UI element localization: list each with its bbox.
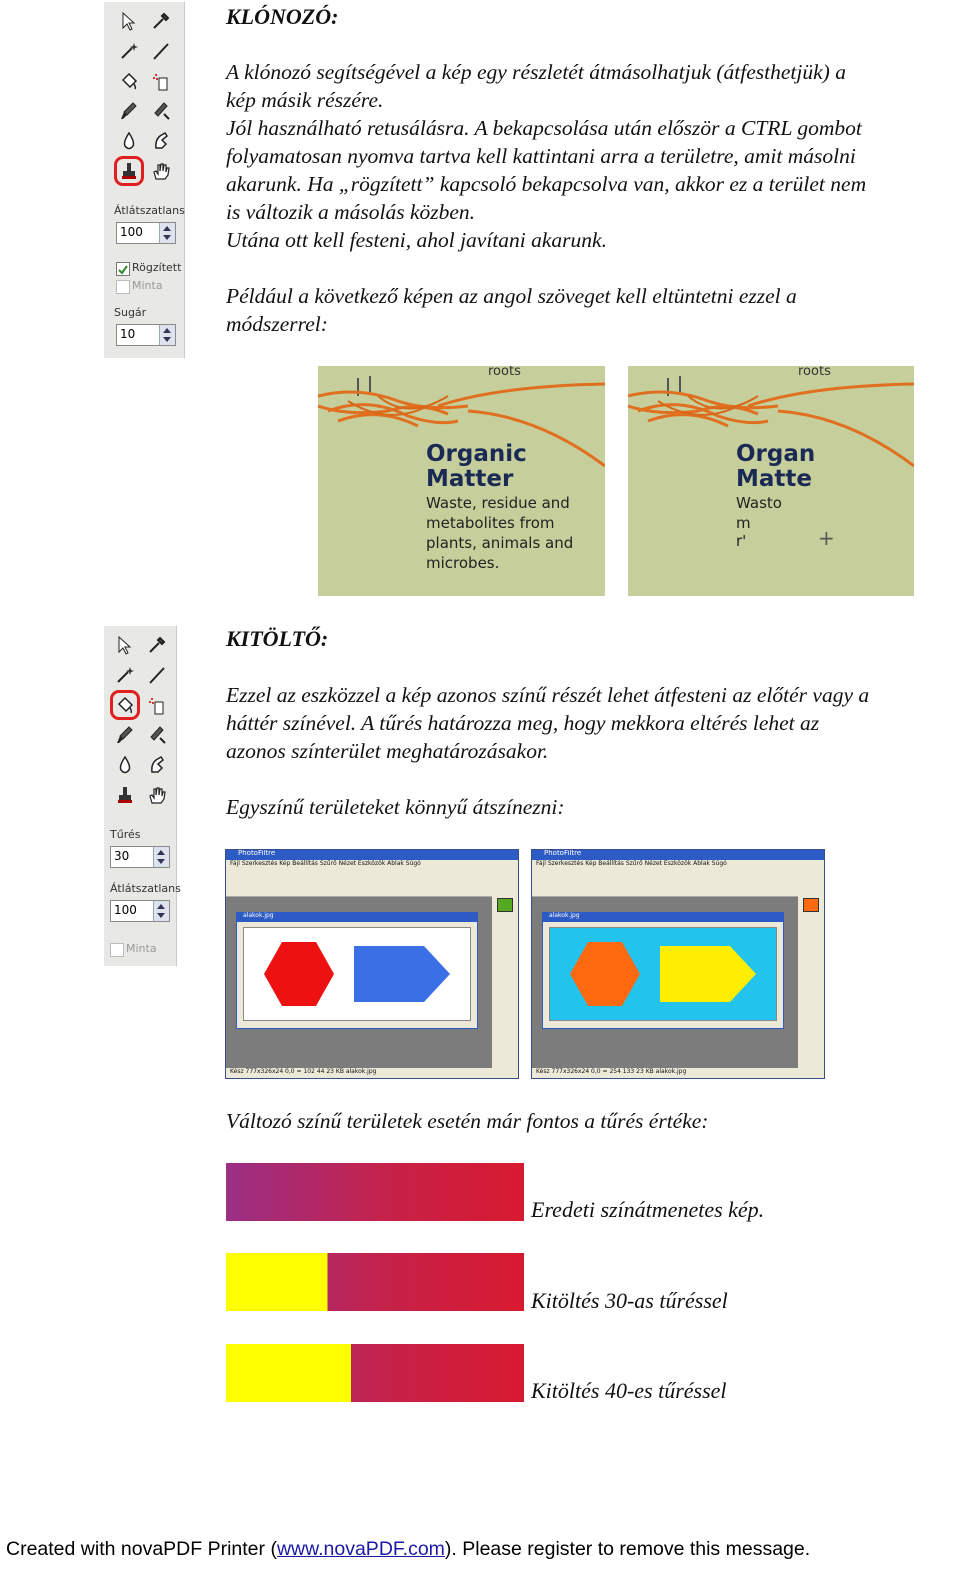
smudge-finger-icon[interactable] <box>148 128 174 154</box>
caption-line: plants, animals and <box>426 534 574 552</box>
sample-label: Minta <box>132 279 163 292</box>
fill-description <box>226 681 869 765</box>
text-line: Ezzel az eszközzel a kép azonos színű részét lehet átfesteni az előtér vagy a <box>226 683 870 707</box>
clone-stamp-icon[interactable] <box>112 782 138 808</box>
fill-tool-palette <box>104 626 181 966</box>
line-icon[interactable] <box>148 38 174 64</box>
text-line: folyamatosan nyomva tartva kell kattintani arra a területre, amit másolni <box>226 144 856 168</box>
toolbar[interactable] <box>532 870 824 897</box>
hand-icon[interactable] <box>148 158 174 184</box>
opacity-value: 100 <box>120 225 143 239</box>
text-line: módszerrel: <box>226 312 328 336</box>
eyedropper-icon[interactable] <box>144 632 170 658</box>
image-title: alakok.jpg <box>243 912 274 919</box>
organic-title: Organic <box>426 441 527 467</box>
clone-description <box>226 58 866 254</box>
clone-example-intro <box>226 282 797 338</box>
right-panel <box>798 896 824 1068</box>
clone-heading: KLÓNOZÓ: <box>226 4 339 29</box>
spray-can-icon[interactable] <box>144 692 170 718</box>
arrow-pointer-icon[interactable] <box>112 632 138 658</box>
blur-drop-icon[interactable] <box>112 752 138 778</box>
menu-bar[interactable]: Fájl Szerkesztés Kép Beállítás Szűrő Nézet Eszközök Ablak Súgó <box>226 860 518 870</box>
arrow-shape <box>354 946 450 1002</box>
paint-bucket-icon[interactable] <box>110 690 140 720</box>
spray-can-icon[interactable] <box>148 68 174 94</box>
window-titlebar <box>226 850 518 860</box>
text-line: háttér színével. A tűrés határozza meg, hogy mekkora eltérés lehet az <box>226 711 820 735</box>
pen-icon[interactable] <box>144 722 170 748</box>
image-window <box>236 912 478 1029</box>
caption-remnant: r' <box>736 532 747 550</box>
arrow-pointer-icon[interactable] <box>116 8 142 34</box>
spin-arrows-icon[interactable] <box>153 847 169 867</box>
fill-example-intro: Egyszínű területeket könnyű átszínezni: <box>226 795 565 819</box>
novapdf-link[interactable]: www.novaPDF.com <box>276 1538 445 1560</box>
screenshot-before-fill <box>225 849 519 1079</box>
smudge-finger-icon[interactable] <box>144 752 170 778</box>
spin-arrows-icon[interactable] <box>153 901 169 921</box>
text-line: azonos színterület meghatározásakor. <box>226 739 549 763</box>
paint-bucket-icon[interactable] <box>116 68 142 94</box>
window-titlebar <box>532 850 824 860</box>
text-line: akarunk. Ha „rögzített” kapcsoló bekapcsolva van, akkor ez a terület nem <box>226 172 867 196</box>
screenshot-after-fill <box>531 849 825 1079</box>
tolerance-value: 30 <box>114 849 130 863</box>
clone-stamp-icon[interactable] <box>114 156 144 186</box>
opacity-value: 100 <box>114 903 137 917</box>
text-line: Jól használható retusálásra. A bekapcsolása után először a CTRL gombot <box>226 116 862 140</box>
text-line: kép másik részére. <box>226 88 384 112</box>
menu-bar[interactable]: Fájl Szerkesztés Kép Beállítás Szűrő Nézet Eszközök Ablak Súgó <box>532 860 824 870</box>
text-line: Utána ott kell festeni, ahol javítani akarunk. <box>226 228 607 252</box>
magic-wand-icon[interactable] <box>112 662 138 688</box>
gradient-original <box>226 1163 524 1221</box>
status-bar: Kész 777x326x24 0,0 = 102 44 23 KB alakok.jpg <box>226 1068 518 1078</box>
status-bar: Kész 777x326x24 0,0 = 254 133 23 KB alakok.jpg <box>532 1068 824 1078</box>
tolerance-intro: Változó színű területek esetén már fontos a tűrés értéke: <box>226 1109 709 1133</box>
gradient-fill-30 <box>226 1253 524 1311</box>
matter-title-partial: Matte <box>736 466 812 492</box>
matter-title: Matter <box>426 466 514 492</box>
sample-label: Minta <box>126 942 157 955</box>
gradient-caption: Eredeti színátmenetes kép. <box>531 1197 765 1222</box>
footer-suffix: ). Please register to remove this message. <box>444 1538 811 1560</box>
image-canvas[interactable] <box>549 927 777 1021</box>
footer-prefix: Created with novaPDF Printer ( <box>6 1538 277 1560</box>
pdf-footer-notice <box>6 1538 810 1561</box>
photo-after-retouch <box>628 366 914 596</box>
window-title: PhotoFiltre <box>544 849 582 857</box>
blur-drop-icon[interactable] <box>116 128 142 154</box>
opacity-label: Átlátszatlans <box>110 882 181 895</box>
opacity-spinbox[interactable] <box>110 900 170 922</box>
caption-line: Waste, residue and <box>426 494 570 512</box>
foreground-swatch[interactable] <box>803 898 819 912</box>
crosshair-cursor-icon: + <box>818 526 835 550</box>
radius-spinbox[interactable] <box>116 324 176 346</box>
shapes <box>550 928 776 1020</box>
window-title: PhotoFiltre <box>238 849 276 857</box>
tolerance-label: Tűrés <box>110 828 141 841</box>
image-titlebar <box>543 913 783 922</box>
caption-remnant: Wasto <box>736 494 782 512</box>
radius-value: 10 <box>120 327 136 341</box>
clone-tool-palette <box>104 2 185 358</box>
magic-wand-icon[interactable] <box>116 38 142 64</box>
pen-icon[interactable] <box>148 98 174 124</box>
eyedropper-icon[interactable] <box>148 8 174 34</box>
organic-title-partial: Organ <box>736 441 816 467</box>
fixed-label: Rögzített <box>132 261 182 274</box>
opacity-spinbox[interactable] <box>116 222 176 244</box>
hand-icon[interactable] <box>144 782 170 808</box>
fixed-checkbox[interactable] <box>116 262 130 276</box>
caption-line: microbes. <box>426 554 500 572</box>
photo-before-retouch <box>318 366 605 596</box>
brush-icon[interactable] <box>112 722 138 748</box>
hexagon-shape <box>570 942 640 1006</box>
right-panel <box>492 896 518 1068</box>
spin-arrows-icon[interactable] <box>159 223 175 243</box>
gradient-caption: Kitöltés 40-es tűréssel <box>531 1378 727 1403</box>
line-icon[interactable] <box>144 662 170 688</box>
roots-label: roots <box>798 366 831 379</box>
text-line: Például a következő képen az angol szöveget kell eltüntetni ezzel a <box>226 284 797 308</box>
tolerance-spinbox[interactable] <box>110 846 170 868</box>
sample-checkbox[interactable] <box>116 280 130 294</box>
radius-label: Sugár <box>114 306 147 319</box>
shapes <box>244 928 470 1020</box>
opacity-label: Átlátszatlans <box>114 204 185 217</box>
checkmark-icon <box>117 264 129 276</box>
fill-heading: KITÖLTŐ: <box>226 626 329 651</box>
text-line: is változik a másolás közben. <box>226 200 476 224</box>
spin-arrows-icon[interactable] <box>159 325 175 345</box>
toolbar[interactable] <box>226 870 518 897</box>
image-titlebar <box>237 913 477 922</box>
image-window <box>542 912 784 1029</box>
image-title: alakok.jpg <box>549 912 580 919</box>
caption-remnant: m <box>736 514 751 532</box>
gradient-caption: Kitöltés 30-as tűréssel <box>531 1288 728 1313</box>
text-line: A klónozó segítségével a kép egy részletét átmásolhatjuk (átfesthetjük) a <box>226 60 846 84</box>
foreground-swatch[interactable] <box>497 898 513 912</box>
sample-checkbox[interactable] <box>110 943 124 957</box>
image-canvas[interactable] <box>243 927 471 1021</box>
caption-line: metabolites from <box>426 514 555 532</box>
hexagon-shape <box>264 942 334 1006</box>
gradient-fill-40 <box>226 1344 524 1402</box>
arrow-shape <box>660 946 756 1002</box>
brush-icon[interactable] <box>116 98 142 124</box>
roots-label: roots <box>488 366 521 379</box>
